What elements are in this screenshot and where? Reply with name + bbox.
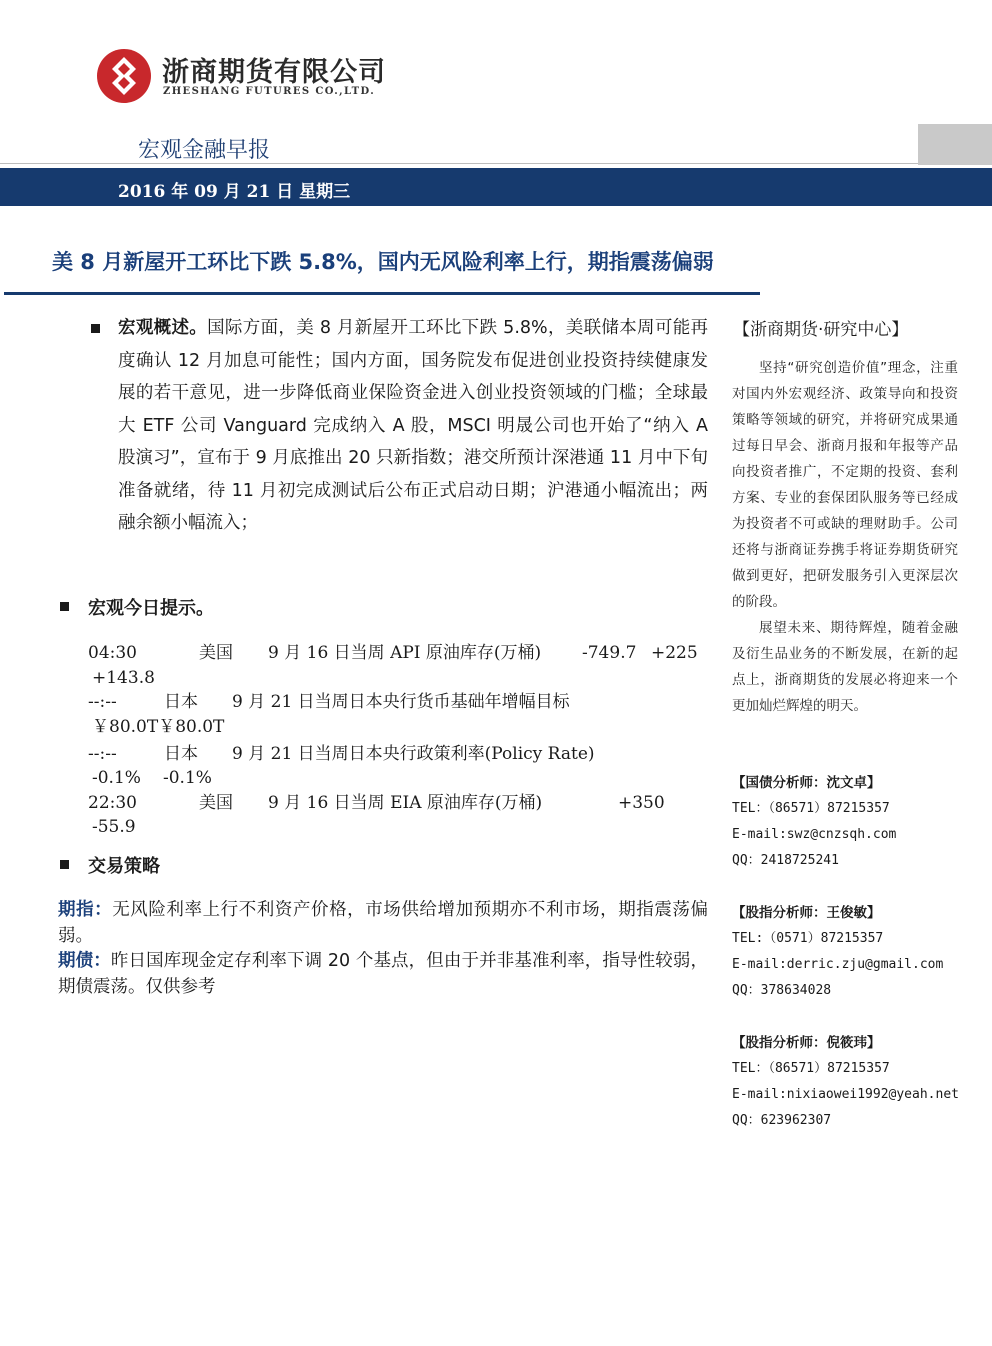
overview-label: 宏观概述。 — [118, 318, 208, 338]
calendar-row: --:-- 日本 9 月 21 日当周日本央行货币基础年增幅目标 — [88, 692, 570, 712]
overview-text: 国际方面，美 8 月新屋开工环比下跌 5.8%，美联储本周可能再度确认 12 月加息可能性；国内方面，国务院发布促进创业投资持续健康发展的若干意见，进一步降低商业保险资金进入创业投资领域的门槛；全球最大 ETF 公司 Vanguard 完成纳入 A 股，MSCI 明晟公司也开始了“纳入 A 股演习”，宣布于 9 月底推出 20 只新指数；港交所预计深港通 11 月中下旬准备就绪，待 11 月初完成测试后公布正式启动日期；沪港通小幅流出；两融余额小幅流入； — [118, 318, 709, 533]
calendar-heading: 宏观今日提示。 — [88, 598, 214, 619]
analyst-qq: QQ：2418725241 — [732, 853, 839, 868]
company-name-en: ZHESHANG FUTURES CO.,LTD. — [163, 86, 376, 97]
analyst-tel: TEL:（0571）87215357 — [732, 931, 884, 946]
analyst-card — [732, 770, 972, 874]
analyst-email[interactable]: E-mail:nixiaowei1992@yeah.net — [732, 1087, 959, 1102]
strategy-index-futures: 期指：无风险利率上行不利资产价格，市场供给增加预期亦不利市场，期指震荡偏弱。 — [58, 900, 709, 946]
sidebar-intro — [732, 355, 958, 719]
bullet-square-icon — [91, 324, 100, 333]
analyst-title: 【股指分析师：倪筱玮】 — [732, 1035, 881, 1051]
calendar-row-values: ￥80.0T￥80.0T — [92, 717, 225, 737]
macro-overview — [118, 312, 708, 540]
report-name: 宏观金融早报 — [138, 138, 271, 163]
analyst-qq: QQ：378634028 — [732, 983, 832, 998]
calendar-row-values: -0.1% -0.1% — [92, 768, 212, 788]
analyst-card — [732, 1030, 972, 1134]
analyst-tel: TEL：（86571）87215357 — [732, 1061, 890, 1076]
bullet-square-icon — [60, 860, 69, 869]
calendar-row: 04:30 美国 9 月 16 日当周 API 原油库存(万桶) -749.7 +225 — [88, 643, 698, 663]
header-gray-block — [918, 124, 992, 165]
analyst-tel: TEL：（86571）87215357 — [732, 801, 890, 816]
analyst-email[interactable]: E-mail:swz@cnzsqh.com — [732, 827, 897, 842]
headline: 美 8 月新屋开工环比下跌 5.8%，国内无风险利率上行，期指震荡偏弱 — [52, 250, 714, 274]
strategy-heading: 交易策略 — [88, 856, 160, 877]
bullet-square-icon — [60, 602, 69, 611]
analyst-card — [732, 900, 972, 1004]
sidebar-intro-paragraph: 展望未来、期待辉煌，随着金融及衍生品业务的不断发展，在新的起点上，浙商期货的发展必将迎来一个更加灿烂辉煌的明天。 — [732, 620, 958, 714]
sidebar-intro-paragraph: 坚持“研究创造价值”理念，注重对国内外宏观经济、政策导向和投资策略等领域的研究，并将研究成果通过每日早会、浙商月报和年报等产品向投资者推广，不定期的投资、套利方案、专业的套保团队服务等已经成为投资者不可或缺的理财助手。公司还将与浙商证券携手将证券期货研究做到更好，把研发服务引入更深层次的阶段。 — [732, 360, 958, 610]
company-logo-icon — [96, 48, 152, 104]
sidebar-title: 【浙商期货·研究中心】 — [733, 320, 909, 340]
strategy-bond-futures: 期债：昨日国库现金定存利率下调 20 个基点，但由于并非基准利率，指导性较弱，期债震荡。仅供参考 — [58, 951, 708, 997]
headline-rule — [4, 292, 760, 295]
analyst-email[interactable]: E-mail:derric.zju@gmail.com — [732, 957, 944, 972]
analyst-qq: QQ：623962307 — [732, 1113, 832, 1128]
analyst-title: 【股指分析师：王俊敏】 — [732, 905, 881, 921]
company-name-cn: 浙商期货有限公司 — [162, 57, 386, 88]
calendar-row-actual: -55.9 — [92, 817, 136, 837]
calendar-row: --:-- 日本 9 月 21 日当周日本央行政策利率(Policy Rate) — [88, 744, 595, 764]
calendar-row-actual: +143.8 — [92, 668, 155, 688]
calendar-row: 22:30 美国 9 月 16 日当周 EIA 原油库存(万桶) +350 — [88, 793, 665, 813]
report-date: 2016 年 09 月 21 日 星期三 — [118, 182, 351, 202]
analyst-title: 【国债分析师：沈文卓】 — [732, 775, 881, 791]
header-divider — [0, 163, 918, 164]
